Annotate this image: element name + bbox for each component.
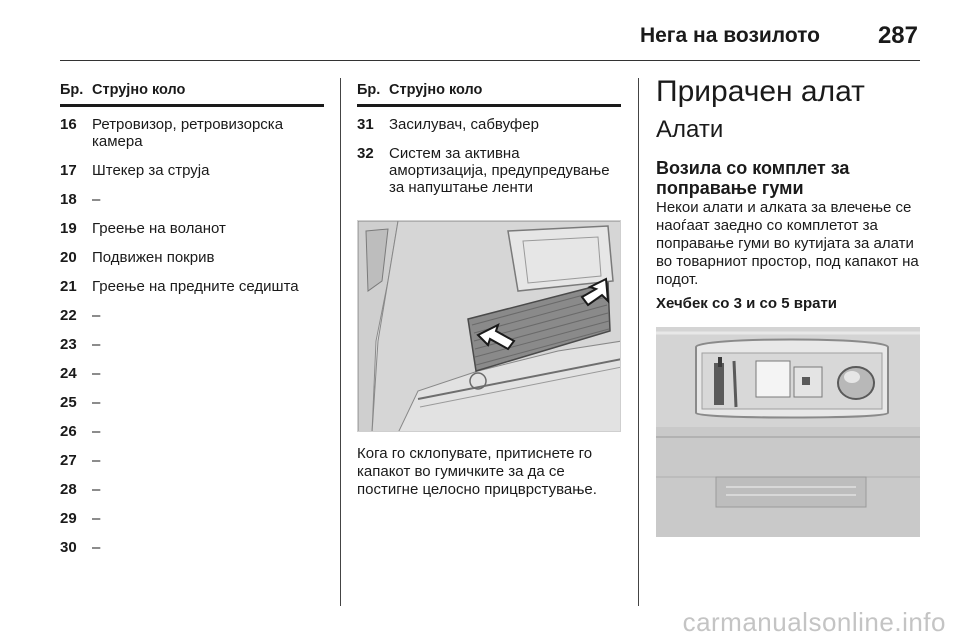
- row-text: –: [92, 336, 101, 353]
- table-row: [357, 136, 621, 202]
- table-row: [60, 107, 324, 153]
- column-divider-2: [638, 78, 639, 606]
- chapter-title: Нега на возилото: [639, 24, 820, 47]
- fuse-table-part-2: [357, 82, 621, 499]
- table-body: [60, 107, 324, 559]
- table-row: [60, 385, 324, 414]
- table-header: [357, 82, 621, 107]
- body-paragraph: Некои алати и алката за влечење се наоѓаат заедно со комплетот за поправање гуми во кутијата за алати во товарниот простор, под капакот на подот.: [656, 199, 919, 288]
- row-text: –: [92, 510, 101, 527]
- minor-heading: Хечбек со 3 и со 5 врати: [656, 295, 838, 312]
- row-no: 30: [60, 539, 77, 556]
- header-no: Бр.: [357, 82, 381, 98]
- header-circuit: Струјно коло: [92, 82, 186, 98]
- trunk-cover-drawing: [358, 221, 621, 432]
- table-row: [60, 327, 324, 356]
- page-header: [60, 18, 920, 58]
- row-no: 20: [60, 249, 77, 266]
- row-text: –: [92, 191, 101, 208]
- tool-kit-drawing: [656, 327, 920, 537]
- row-text: –: [92, 539, 101, 556]
- table-row: [357, 107, 621, 136]
- watermark: carmanualsonline.info: [682, 607, 946, 637]
- table-row: [60, 153, 324, 182]
- subheading: Возила со комплет за поправање гуми: [656, 158, 850, 198]
- row-no: 31: [357, 116, 374, 133]
- row-no: 16: [60, 116, 77, 133]
- page-number: 287: [877, 22, 918, 49]
- tool-kit-illustration: [656, 327, 920, 537]
- table-row: [60, 356, 324, 385]
- row-no: 18: [60, 191, 77, 208]
- table-row: [60, 414, 324, 443]
- header-rule: [60, 60, 920, 61]
- table-header: [60, 82, 324, 107]
- header-circuit: Струјно коло: [389, 82, 483, 98]
- trunk-cover-illustration: [357, 220, 621, 432]
- row-no: 32: [357, 145, 374, 162]
- row-text: Ретровизор, ретровизорска камера: [92, 116, 284, 150]
- row-no: 22: [60, 307, 77, 324]
- row-no: 24: [60, 365, 77, 382]
- row-no: 26: [60, 423, 77, 440]
- row-text: Греење на воланот: [92, 220, 226, 237]
- row-no: 27: [60, 452, 77, 469]
- row-text: –: [92, 452, 101, 469]
- tools-section: [656, 75, 921, 537]
- fuse-table-part-1: [60, 82, 324, 559]
- section-title: Прирачен алат: [656, 75, 865, 108]
- table-row: [60, 211, 324, 240]
- table-row: [60, 182, 324, 211]
- table-row: [60, 443, 324, 472]
- row-text: Подвижен покрив: [92, 249, 215, 266]
- table-row: [60, 269, 324, 298]
- row-no: 17: [60, 162, 77, 179]
- row-text: –: [92, 481, 101, 498]
- row-no: 28: [60, 481, 77, 498]
- row-no: 21: [60, 278, 77, 295]
- row-text: –: [92, 307, 101, 324]
- row-no: 29: [60, 510, 77, 527]
- row-no: 19: [60, 220, 77, 237]
- row-no: 25: [60, 394, 77, 411]
- row-text: Греење на предните седишта: [92, 278, 299, 295]
- row-text: –: [92, 394, 101, 411]
- table-row: [60, 240, 324, 269]
- row-text: Систем за активна амортизација, предупредување за напуштање ленти: [389, 145, 610, 196]
- figure-caption: Кога го склопувате, притиснете го капакот во гумичките за да се постигне целосно прицврстување.: [357, 445, 597, 498]
- subsection-title: Алати: [656, 116, 724, 143]
- row-text: Штекер за струја: [92, 162, 210, 179]
- table-row: [60, 501, 324, 530]
- table-row: [60, 472, 324, 501]
- row-text: Засилувач, сабвуфер: [389, 116, 539, 133]
- table-row: [60, 530, 324, 559]
- row-text: –: [92, 365, 101, 382]
- header-no: Бр.: [60, 82, 84, 98]
- table-row: [60, 298, 324, 327]
- column-divider-1: [340, 78, 341, 606]
- row-text: –: [92, 423, 101, 440]
- row-no: 23: [60, 336, 77, 353]
